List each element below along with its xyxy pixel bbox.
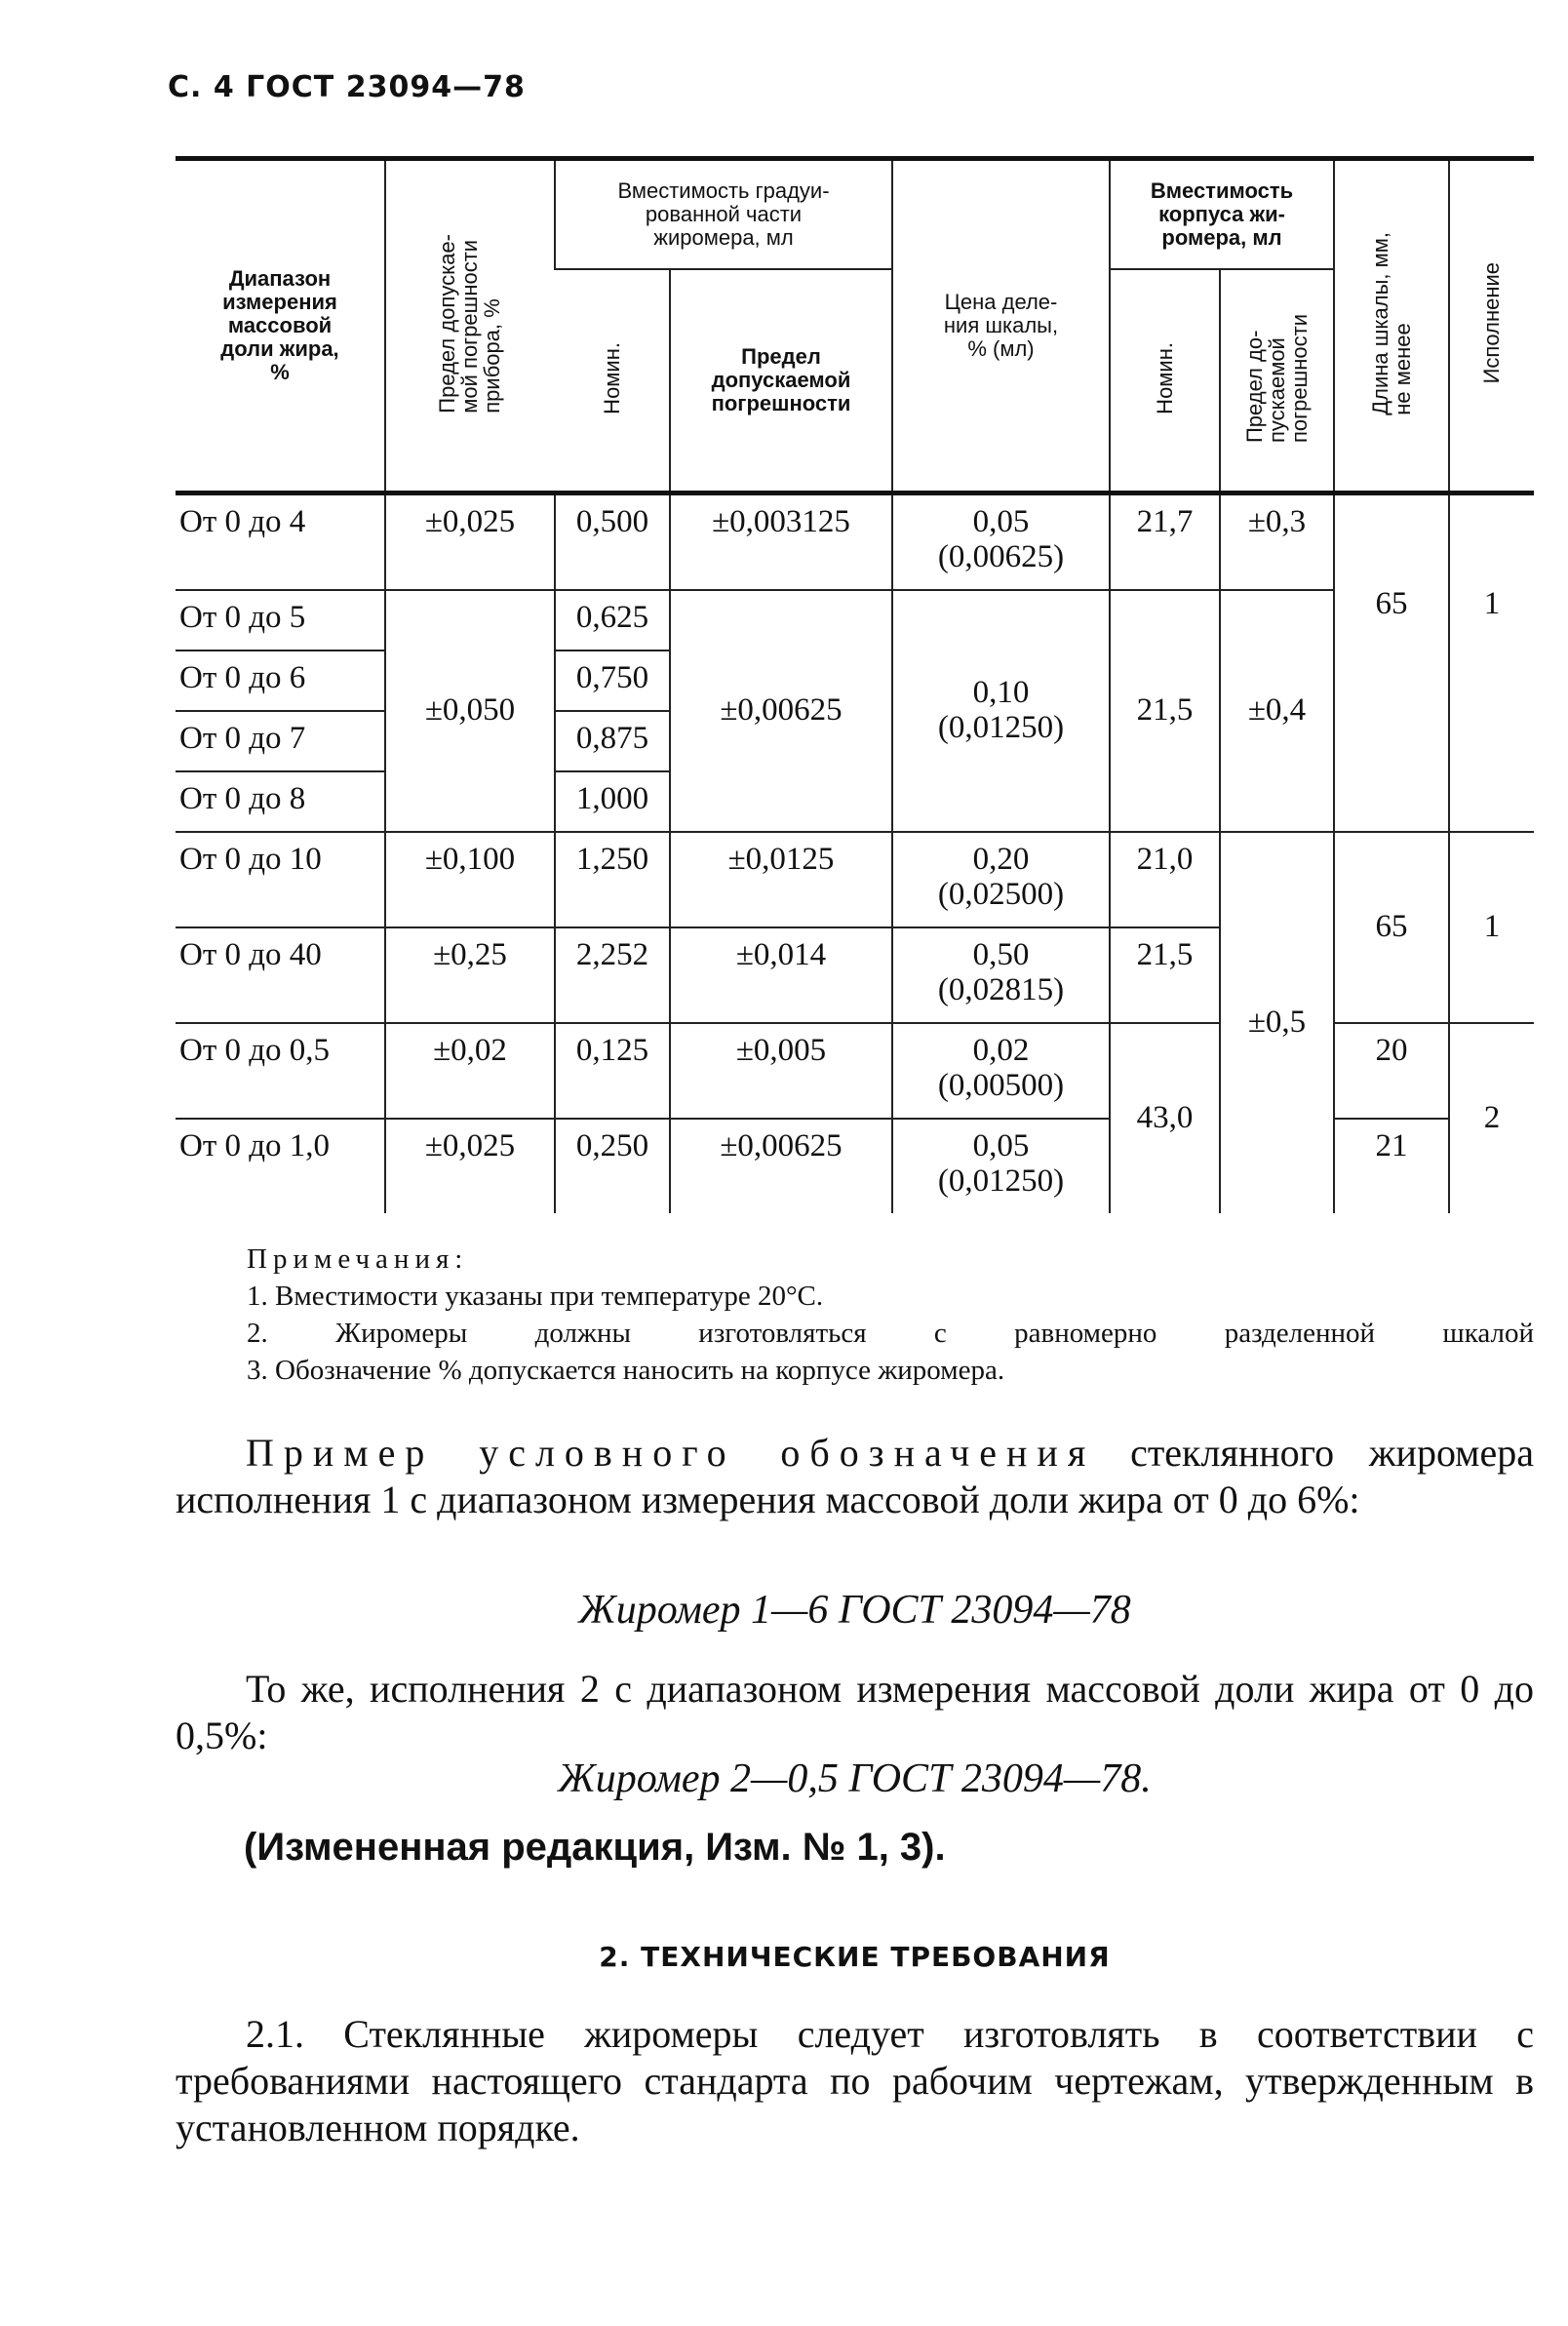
cell-range: От 0 до 10 (176, 832, 385, 927)
cell-body-nominal: 21,5 (1110, 927, 1220, 1023)
amendment-note: (Измененная редакция, Изм. № 1, 3). (244, 1826, 946, 1869)
example-lead: Пример условного обозначения (246, 1431, 1096, 1475)
cell-division: 0,05 (0,00625) (892, 493, 1110, 591)
table-row (176, 590, 1534, 650)
cell-range: От 0 до 0,5 (176, 1023, 385, 1119)
header-range: Диапазон измерения массовой доли жира, % (176, 159, 385, 493)
cell-version: 2 (1449, 1023, 1534, 1213)
header-body-group: Вместимость корпуса жи- ромера, мл (1110, 159, 1334, 270)
section-heading: 2. ТЕХНИЧЕСКИЕ ТРЕБОВАНИЯ (599, 1941, 1111, 1973)
cell-body-nominal: 21,7 (1110, 493, 1220, 591)
table-notes (247, 1241, 1534, 1389)
cell-body-nominal: 43,0 (1110, 1023, 1220, 1213)
cell-nominal: 0,250 (555, 1119, 670, 1213)
header-graduated-nominal: Номин. (555, 269, 670, 493)
cell-graduated-error: ±0,00625 (670, 1119, 892, 1213)
cell-nominal: 1,250 (555, 832, 670, 927)
cell-nominal: 0,500 (555, 493, 670, 591)
header-version: Исполнение (1449, 159, 1534, 493)
header-graduated-error: Предел допускаемой погрешности (670, 269, 892, 493)
cell-instrument-error: ±0,100 (385, 832, 555, 927)
cell-body-nominal: 21,0 (1110, 832, 1220, 927)
same-text-paragraph: То же, исполнения 2 с диапазоном измерения массовой доли жира от 0 до 0,5%: (176, 1667, 1534, 1757)
cell-body-nominal: 21,5 (1110, 590, 1220, 832)
cell-range: От 0 до 5 (176, 590, 385, 650)
cell-division: 0,05 (0,01250) (892, 1119, 1110, 1213)
example-paragraph (176, 1430, 1534, 1523)
cell-division: 0,50 (0,02815) (892, 927, 1110, 1023)
header-body-error: Предел до- пускаемой погрешности (1220, 269, 1334, 493)
cell-version: 1 (1449, 493, 1534, 833)
note-item: 1. Вместимости указаны при температуре 20°С. (247, 1281, 824, 1312)
cell-scale-length: 65 (1334, 493, 1449, 833)
note-item: 3. Обозначение % допускается наносить на корпусе жиромера. (247, 1355, 1005, 1386)
cell-instrument-error: ±0,02 (385, 1023, 555, 1119)
cell-graduated-error: ±0,003125 (670, 493, 892, 591)
cell-instrument-error: ±0,25 (385, 927, 555, 1023)
cell-graduated-error: ±0,014 (670, 927, 892, 1023)
spec-table (176, 156, 1534, 1213)
section-paragraph: 2.1. Стеклянные жиромеры следует изготовлять в соответствии с требованиями настоящего стандарта по рабочим чертежам, утвержденным в установленном порядке. (176, 2012, 1534, 2149)
cell-body-error: ±0,3 (1220, 493, 1334, 591)
cell-scale-length: 21 (1334, 1119, 1449, 1213)
header-division: Цена деле- ния шкалы, % (мл) (892, 159, 1110, 493)
cell-nominal: 0,875 (555, 711, 670, 771)
header-graduated-group: Вместимость градуи- рованной части жиромера, мл (555, 159, 892, 270)
designation-example-2: Жиромер 2—0,5 ГОСТ 23094—78. (558, 1756, 1152, 1801)
cell-body-error: ±0,5 (1220, 832, 1334, 1213)
cell-division: 0,02 (0,00500) (892, 1023, 1110, 1119)
cell-division: 0,20 (0,02500) (892, 832, 1110, 927)
cell-graduated-error: ±0,00625 (670, 590, 892, 832)
table-row (176, 832, 1534, 927)
cell-range: От 0 до 8 (176, 771, 385, 832)
cell-division: 0,10 (0,01250) (892, 590, 1110, 832)
example-rest: стеклянного жиромера исполнения 1 с диапазоном измерения массовой доли жира от 0 до 6%: (176, 1431, 1534, 1521)
cell-nominal: 2,252 (555, 927, 670, 1023)
cell-range: От 0 до 7 (176, 711, 385, 771)
cell-range: От 0 до 1,0 (176, 1119, 385, 1213)
header-scale-length: Длина шкалы, мм, не менее (1334, 159, 1449, 493)
cell-scale-length: 65 (1334, 832, 1449, 1023)
cell-graduated-error: ±0,005 (670, 1023, 892, 1119)
table-row (176, 493, 1534, 591)
cell-range: От 0 до 40 (176, 927, 385, 1023)
cell-nominal: 0,625 (555, 590, 670, 650)
cell-nominal: 0,125 (555, 1023, 670, 1119)
cell-graduated-error: ±0,0125 (670, 832, 892, 927)
cell-range: От 0 до 4 (179, 504, 306, 539)
cell-instrument-error: ±0,025 (385, 1119, 555, 1213)
cell-instrument-error: ±0,025 (385, 493, 555, 591)
notes-title: Примечания: (247, 1243, 469, 1275)
cell-nominal: 1,000 (555, 771, 670, 832)
header-instrument-error: Предел допускае- мой погрешности прибора, % (385, 159, 555, 493)
header-body-nominal: Номин. (1110, 269, 1220, 493)
cell-nominal: 0,750 (555, 650, 670, 711)
cell-version: 1 (1449, 832, 1534, 1023)
note-item: 2. Жиромеры должны изготовляться с равномерно разделенной шкалой (247, 1318, 1534, 1349)
cell-body-error: ±0,4 (1220, 590, 1334, 832)
page-header: С. 4 ГОСТ 23094—78 (168, 70, 526, 104)
cell-instrument-error: ±0,050 (385, 590, 555, 832)
cell-scale-length: 20 (1334, 1023, 1449, 1119)
cell-range: От 0 до 6 (176, 650, 385, 711)
designation-example-1: Жиромер 1—6 ГОСТ 23094—78 (578, 1588, 1131, 1633)
